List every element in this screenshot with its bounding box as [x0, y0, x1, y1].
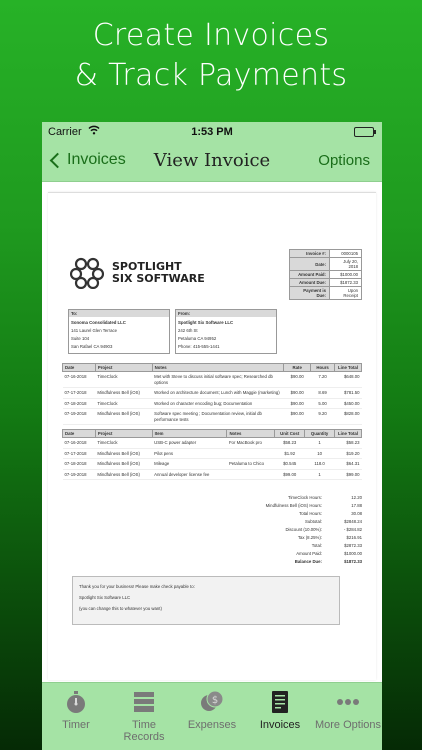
totals-row — [62, 534, 362, 542]
totals-value: 12.20 — [351, 495, 362, 500]
totals-value: $1000.00 — [344, 551, 362, 556]
time-table-row — [63, 409, 362, 425]
totals-row — [62, 510, 362, 518]
expenses-table — [62, 429, 362, 480]
headline-line-1: Create Invoices — [92, 18, 330, 53]
coins-icon — [199, 689, 225, 715]
meta-value: $1000.00 — [330, 271, 362, 279]
meta-row — [290, 271, 362, 279]
time-table-cell: $90.00 — [284, 372, 311, 388]
time-table-header: Line Total — [335, 364, 362, 372]
tab-time-records[interactable] — [110, 683, 178, 750]
totals-value: - $284.82 — [343, 527, 362, 532]
expense-table-cell: 1 — [305, 469, 335, 480]
notes-line: (you can change this to whatever you want) — [79, 606, 162, 611]
bill-to-header: To: — [69, 310, 169, 317]
time-table-cell: 07-18-2018 — [63, 398, 96, 409]
time-table-header: Rate — [284, 364, 311, 372]
expense-table-header: Item — [152, 430, 227, 438]
time-table-cell: Worked on architecture document; Lunch with Maggie (marketing) — [152, 388, 284, 399]
expense-table-cell: 07-18-2018 — [63, 459, 96, 470]
expense-table-header: Project — [95, 430, 152, 438]
time-table-cell: $90.00 — [284, 388, 311, 399]
totals-row — [62, 518, 362, 526]
time-table-cell: 07-19-2018 — [63, 409, 96, 425]
time-table-header: Date — [63, 364, 96, 372]
meta-value: $1872.33 — [330, 279, 362, 287]
expense-table-cell: Mindfulness Bell (iOS) — [95, 448, 152, 459]
totals-row — [62, 526, 362, 534]
invoice-content — [62, 241, 362, 625]
expense-table-cell: $19.20 — [335, 448, 362, 459]
time-table-cell: TimeClock — [95, 398, 152, 409]
totals-label: Tax (8.25%): — [297, 535, 322, 540]
stopwatch-icon — [63, 689, 89, 715]
navigation-bar — [42, 142, 382, 182]
logo-line-1: SPOTLIGHT — [112, 260, 182, 273]
time-table-cell: Worked on character encoding bug; Documentation — [152, 398, 284, 409]
meta-label: Date: — [290, 258, 330, 271]
tab-more-options[interactable] — [314, 683, 382, 750]
time-table-row — [63, 388, 362, 399]
tab-label: Timer — [62, 719, 90, 731]
time-table-cell: Software spec meeting ; Documentation review, initial db performance tests — [152, 409, 284, 425]
totals-row — [62, 550, 362, 558]
totals-label: Subtotal: — [305, 519, 322, 524]
tab-label: Expenses — [187, 719, 237, 731]
expense-table-header: Notes — [227, 430, 275, 438]
back-button-label: Invoices — [67, 151, 126, 168]
totals-label: Amount Paid: — [296, 551, 322, 556]
totals-value: 17.88 — [351, 503, 362, 508]
time-table-cell: 5.00 — [311, 398, 335, 409]
meta-row — [290, 287, 362, 300]
promo-headline — [0, 16, 422, 96]
expense-table-header: Line Total — [335, 430, 362, 438]
time-table-cell: $90.00 — [284, 409, 311, 425]
tab-timer[interactable] — [42, 683, 110, 750]
battery-icon — [354, 127, 374, 137]
expense-table-row — [63, 438, 362, 449]
time-table-cell: $648.00 — [335, 372, 362, 388]
svg-text:$: $ — [211, 695, 219, 706]
expense-table-cell: For MacBook pro — [227, 438, 275, 449]
bill-from-line: Petaluma CA 94952 — [178, 336, 217, 341]
time-table-cell: TimeClock — [95, 372, 152, 388]
notes-line: Spotlight Six Software LLC — [79, 595, 131, 600]
totals-row — [62, 502, 362, 510]
parties-section — [62, 309, 362, 359]
expense-table-cell: Petaluma to Chico — [227, 459, 275, 470]
meta-row — [290, 258, 362, 271]
totals-value: 30.08 — [351, 511, 362, 516]
meta-value: July 20, 2018 — [330, 258, 362, 271]
tab-label: Invoices — [259, 719, 301, 731]
expense-table-header: Quantity — [305, 430, 335, 438]
expense-table-cell: $0.545 — [275, 459, 305, 470]
totals-label: Balance Due: — [294, 559, 322, 564]
time-entries-table — [62, 363, 362, 425]
status-time: 1:53 PM — [191, 126, 233, 138]
bill-from-box — [175, 309, 277, 354]
meta-label: Amount Due: — [290, 279, 330, 287]
expense-table-cell: $99.00 — [275, 469, 305, 480]
time-table-cell: 07-16-2018 — [63, 372, 96, 388]
bill-to-line: Sonoma Consolidated LLC — [71, 320, 126, 325]
expense-table-cell: 07-16-2018 — [63, 438, 96, 449]
time-table-cell: $828.00 — [335, 409, 362, 425]
expense-table-row — [63, 448, 362, 459]
bill-from-line: Phone: 415-555-1441 — [178, 344, 220, 349]
company-logo-icon — [70, 255, 104, 289]
bill-from-line: Spotlight Six Software LLC — [178, 320, 234, 325]
phone-screen — [42, 122, 382, 750]
bill-to-line: San Rafael CA 94903 — [71, 344, 113, 349]
logo-line-2: SIX SOFTWARE — [112, 272, 205, 285]
expense-table-cell: $58.23 — [275, 438, 305, 449]
time-table-cell: Mindfulness Bell (iOS) — [95, 409, 152, 425]
bill-to-address — [69, 317, 169, 353]
meta-value: Upon Receipt — [330, 287, 362, 300]
time-table-cell: 8.69 — [311, 388, 335, 399]
totals-label: Discount (10.00%): — [285, 527, 322, 532]
totals-value: $216.91 — [346, 535, 362, 540]
notes-line: Thank you for your business! Please make check payable to: — [79, 584, 195, 589]
expense-table-cell: 1 — [305, 438, 335, 449]
invoice-notes-box — [72, 576, 340, 625]
expense-table-cell: $1.92 — [275, 448, 305, 459]
meta-label: Payment is Due: — [290, 287, 330, 300]
bill-to-line: Suite 104 — [71, 336, 90, 341]
bill-to-box — [68, 309, 170, 354]
tab-label: Time Records — [123, 719, 165, 743]
bill-to-line: 141 Laurel Glen Terrace — [71, 328, 118, 333]
totals-label: Mindfulness Bell (iOS) Hours: — [265, 503, 322, 508]
meta-row — [290, 250, 362, 258]
time-table-row — [63, 372, 362, 388]
expense-table-cell: 07-17-2018 — [63, 448, 96, 459]
expense-table-cell: USB-C power adapter — [152, 438, 227, 449]
time-table-cell: 7.20 — [311, 372, 335, 388]
expense-table-row — [63, 469, 362, 480]
expense-table-cell: 118.0 — [305, 459, 335, 470]
time-table-cell: $781.50 — [335, 388, 362, 399]
bill-from-line: 242 6th St — [178, 328, 198, 333]
tab-bar — [42, 682, 382, 750]
invoice-header — [62, 241, 362, 298]
headline-line-2: & Track Payments — [74, 58, 348, 93]
meta-value: 0000105 — [330, 250, 362, 258]
expense-table-cell: Mileage — [152, 459, 227, 470]
page-title: View Invoice — [153, 150, 271, 171]
time-table-header: Notes — [152, 364, 284, 372]
carrier-label: Carrier — [48, 126, 82, 138]
status-bar — [42, 122, 382, 142]
time-table-header: Project — [95, 364, 152, 372]
expense-table-cell — [227, 448, 275, 459]
totals-label: TimeClock Hours: — [288, 495, 322, 500]
tab-invoices[interactable] — [246, 683, 314, 750]
bill-from-address — [176, 317, 276, 353]
totals-row — [62, 494, 362, 502]
expense-table-cell — [227, 469, 275, 480]
time-table-cell: 07-17-2018 — [63, 388, 96, 399]
expense-table-cell: $58.23 — [335, 438, 362, 449]
expense-table-cell: Annual developer license fee — [152, 469, 227, 480]
totals-value: $1872.33 — [344, 559, 362, 564]
invoice-preview-area[interactable] — [42, 182, 382, 682]
meta-row — [290, 279, 362, 287]
more-dots-icon — [335, 689, 361, 715]
totals-label: Total: — [311, 543, 322, 548]
time-table-cell: Met with Steve to discuss initial software spec; Researched db options — [152, 372, 284, 388]
meta-label: Invoice #: — [290, 250, 330, 258]
expense-table-header: Unit Cost — [275, 430, 305, 438]
invoice-icon — [267, 689, 293, 715]
tab-label: More Options — [314, 719, 382, 731]
expense-table-header: Date — [63, 430, 96, 438]
expense-table-cell: Pilot pens — [152, 448, 227, 459]
totals-value: $2848.24 — [344, 519, 362, 524]
expense-table-cell: 07-19-2018 — [63, 469, 96, 480]
invoice-document — [48, 192, 376, 680]
invoice-meta-table — [289, 249, 362, 300]
stacked-records-icon — [131, 689, 157, 715]
time-table-cell: $450.00 — [335, 398, 362, 409]
expense-table-cell: Mindfulness Bell (iOS) — [95, 469, 152, 480]
expense-table-cell: Mindfulness Bell (iOS) — [95, 459, 152, 470]
options-button[interactable]: Options — [318, 152, 370, 169]
totals-row — [62, 542, 362, 550]
time-table-cell: 9.20 — [311, 409, 335, 425]
expense-table-cell: $64.31 — [335, 459, 362, 470]
totals-label: Total Hours: — [299, 511, 322, 516]
bill-from-header: From: — [176, 310, 276, 317]
expense-table-row — [63, 459, 362, 470]
time-table-header: Hours — [311, 364, 335, 372]
time-table-cell: $90.00 — [284, 398, 311, 409]
company-logo-wordmark — [112, 261, 205, 285]
totals-row — [62, 558, 362, 566]
tab-expenses[interactable] — [178, 683, 246, 750]
time-table-row — [63, 398, 362, 409]
totals-value: $2872.33 — [344, 543, 362, 548]
totals-summary — [62, 494, 362, 566]
expense-table-cell: TimeClock — [95, 438, 152, 449]
time-table-cell: Mindfulness Bell (iOS) — [95, 388, 152, 399]
expense-table-cell: $99.00 — [335, 469, 362, 480]
meta-label: Amount Paid: — [290, 271, 330, 279]
expense-table-cell: 10 — [305, 448, 335, 459]
